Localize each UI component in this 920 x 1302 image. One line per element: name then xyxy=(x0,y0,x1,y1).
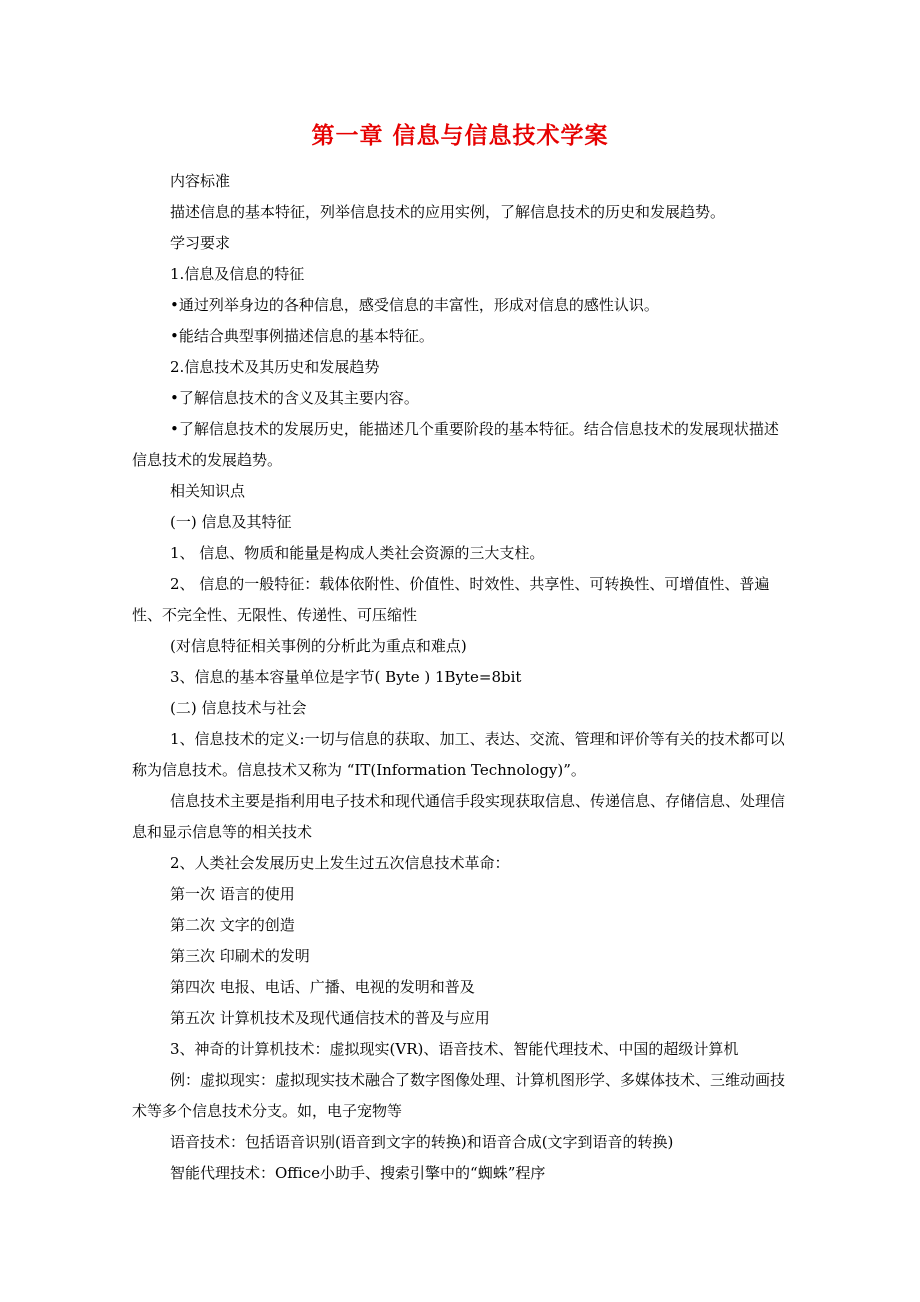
paragraph-revolution-2: 第二次 文字的创造 xyxy=(170,916,295,934)
paragraph-revolution-1: 第一次 语言的使用 xyxy=(170,885,295,903)
paragraph-revolution-3: 第三次 印刷术的发明 xyxy=(170,947,310,965)
paragraph-knowledge-points-heading: 相关知识点 xyxy=(170,482,246,500)
paragraph-content-standard: 描述信息的基本特征，列举信息技术的应用实例，了解信息技术的历史和发展趋势。 xyxy=(170,203,726,221)
paragraph-point-2-3: 3、神奇的计算机技术：虚拟现实(VR)、语音技术、智能代理技术、中国的超级计算机 xyxy=(170,1040,739,1058)
document-title: 第一章 信息与信息技术学案 xyxy=(311,123,609,149)
paragraph-point-1-1: 1、 信息、物质和能量是构成人类社会资源的三大支柱。 xyxy=(170,544,545,562)
paragraph-content-standard-heading: 内容标准 xyxy=(170,172,231,190)
paragraph-point-1-note: (对信息特征相关事例的分析此为重点和难点) xyxy=(170,637,467,655)
paragraph-vr-example: 例：虚拟现实：虚拟现实技术融合了数字图像处理、计算机图形学、多媒体技术、三维动画技术等多个信息技术分支。如，电子宠物等 xyxy=(132,1071,786,1120)
paragraph-point-2-1-detail: 信息技术主要是指利用电子技术和现代通信手段实现获取信息、传递信息、存储信息、处理信息和显示信息等的相关技术 xyxy=(132,792,786,841)
paragraph-section-2-heading: (二) 信息技术与社会 xyxy=(170,699,307,717)
paragraph-bullet-1: •通过列举身边的各种信息，感受信息的丰富性，形成对信息的感性认识。 xyxy=(170,296,659,314)
paragraph-requirement-1: 1.信息及信息的特征 xyxy=(170,265,305,283)
paragraph-learning-requirements-heading: 学习要求 xyxy=(170,234,231,252)
paragraph-bullet-4: •了解信息技术的发展历史，能描述几个重要阶段的基本特征。结合信息技术的发展现状描述信息技术的发展趋势。 xyxy=(132,420,779,469)
paragraph-speech-tech: 语音技术：包括语音识别(语音到文字的转换)和语音合成(文字到语音的转换) xyxy=(170,1133,674,1151)
paragraph-point-1-2: 2、 信息的一般特征：载体依附性、价值性、时效性、共享性、可转换性、可增值性、普遍性、不完全性、无限性、传递性、可压缩性 xyxy=(132,575,770,624)
paragraph-revolution-5: 第五次 计算机技术及现代通信技术的普及与应用 xyxy=(170,1009,490,1027)
paragraph-bullet-2: •能结合典型事例描述信息的基本特征。 xyxy=(170,327,434,345)
paragraph-agent-tech: 智能代理技术：Office小助手、搜索引擎中的“蜘蛛”程序 xyxy=(170,1164,546,1182)
document-body xyxy=(132,166,792,1189)
paragraph-bullet-3: •了解信息技术的含义及其主要内容。 xyxy=(170,389,419,407)
paragraph-revolution-4: 第四次 电报、电话、广播、电视的发明和普及 xyxy=(170,978,475,996)
paragraph-point-2-2: 2、人类社会发展历史上发生过五次信息技术革命： xyxy=(170,854,510,872)
paragraph-point-2-1: 1、信息技术的定义:一切与信息的获取、加工、表达、交流、管理和评价等有关的技术都可以称为信息技术。信息技术又称为 “IT(Information Technology)”。 xyxy=(132,730,785,779)
paragraph-requirement-2: 2.信息技术及其历史和发展趋势 xyxy=(170,358,380,376)
paragraph-section-1-heading: (一) 信息及其特征 xyxy=(170,513,292,531)
paragraph-point-1-3: 3、信息的基本容量单位是字节( Byte ) 1Byte=8bit xyxy=(170,668,522,686)
